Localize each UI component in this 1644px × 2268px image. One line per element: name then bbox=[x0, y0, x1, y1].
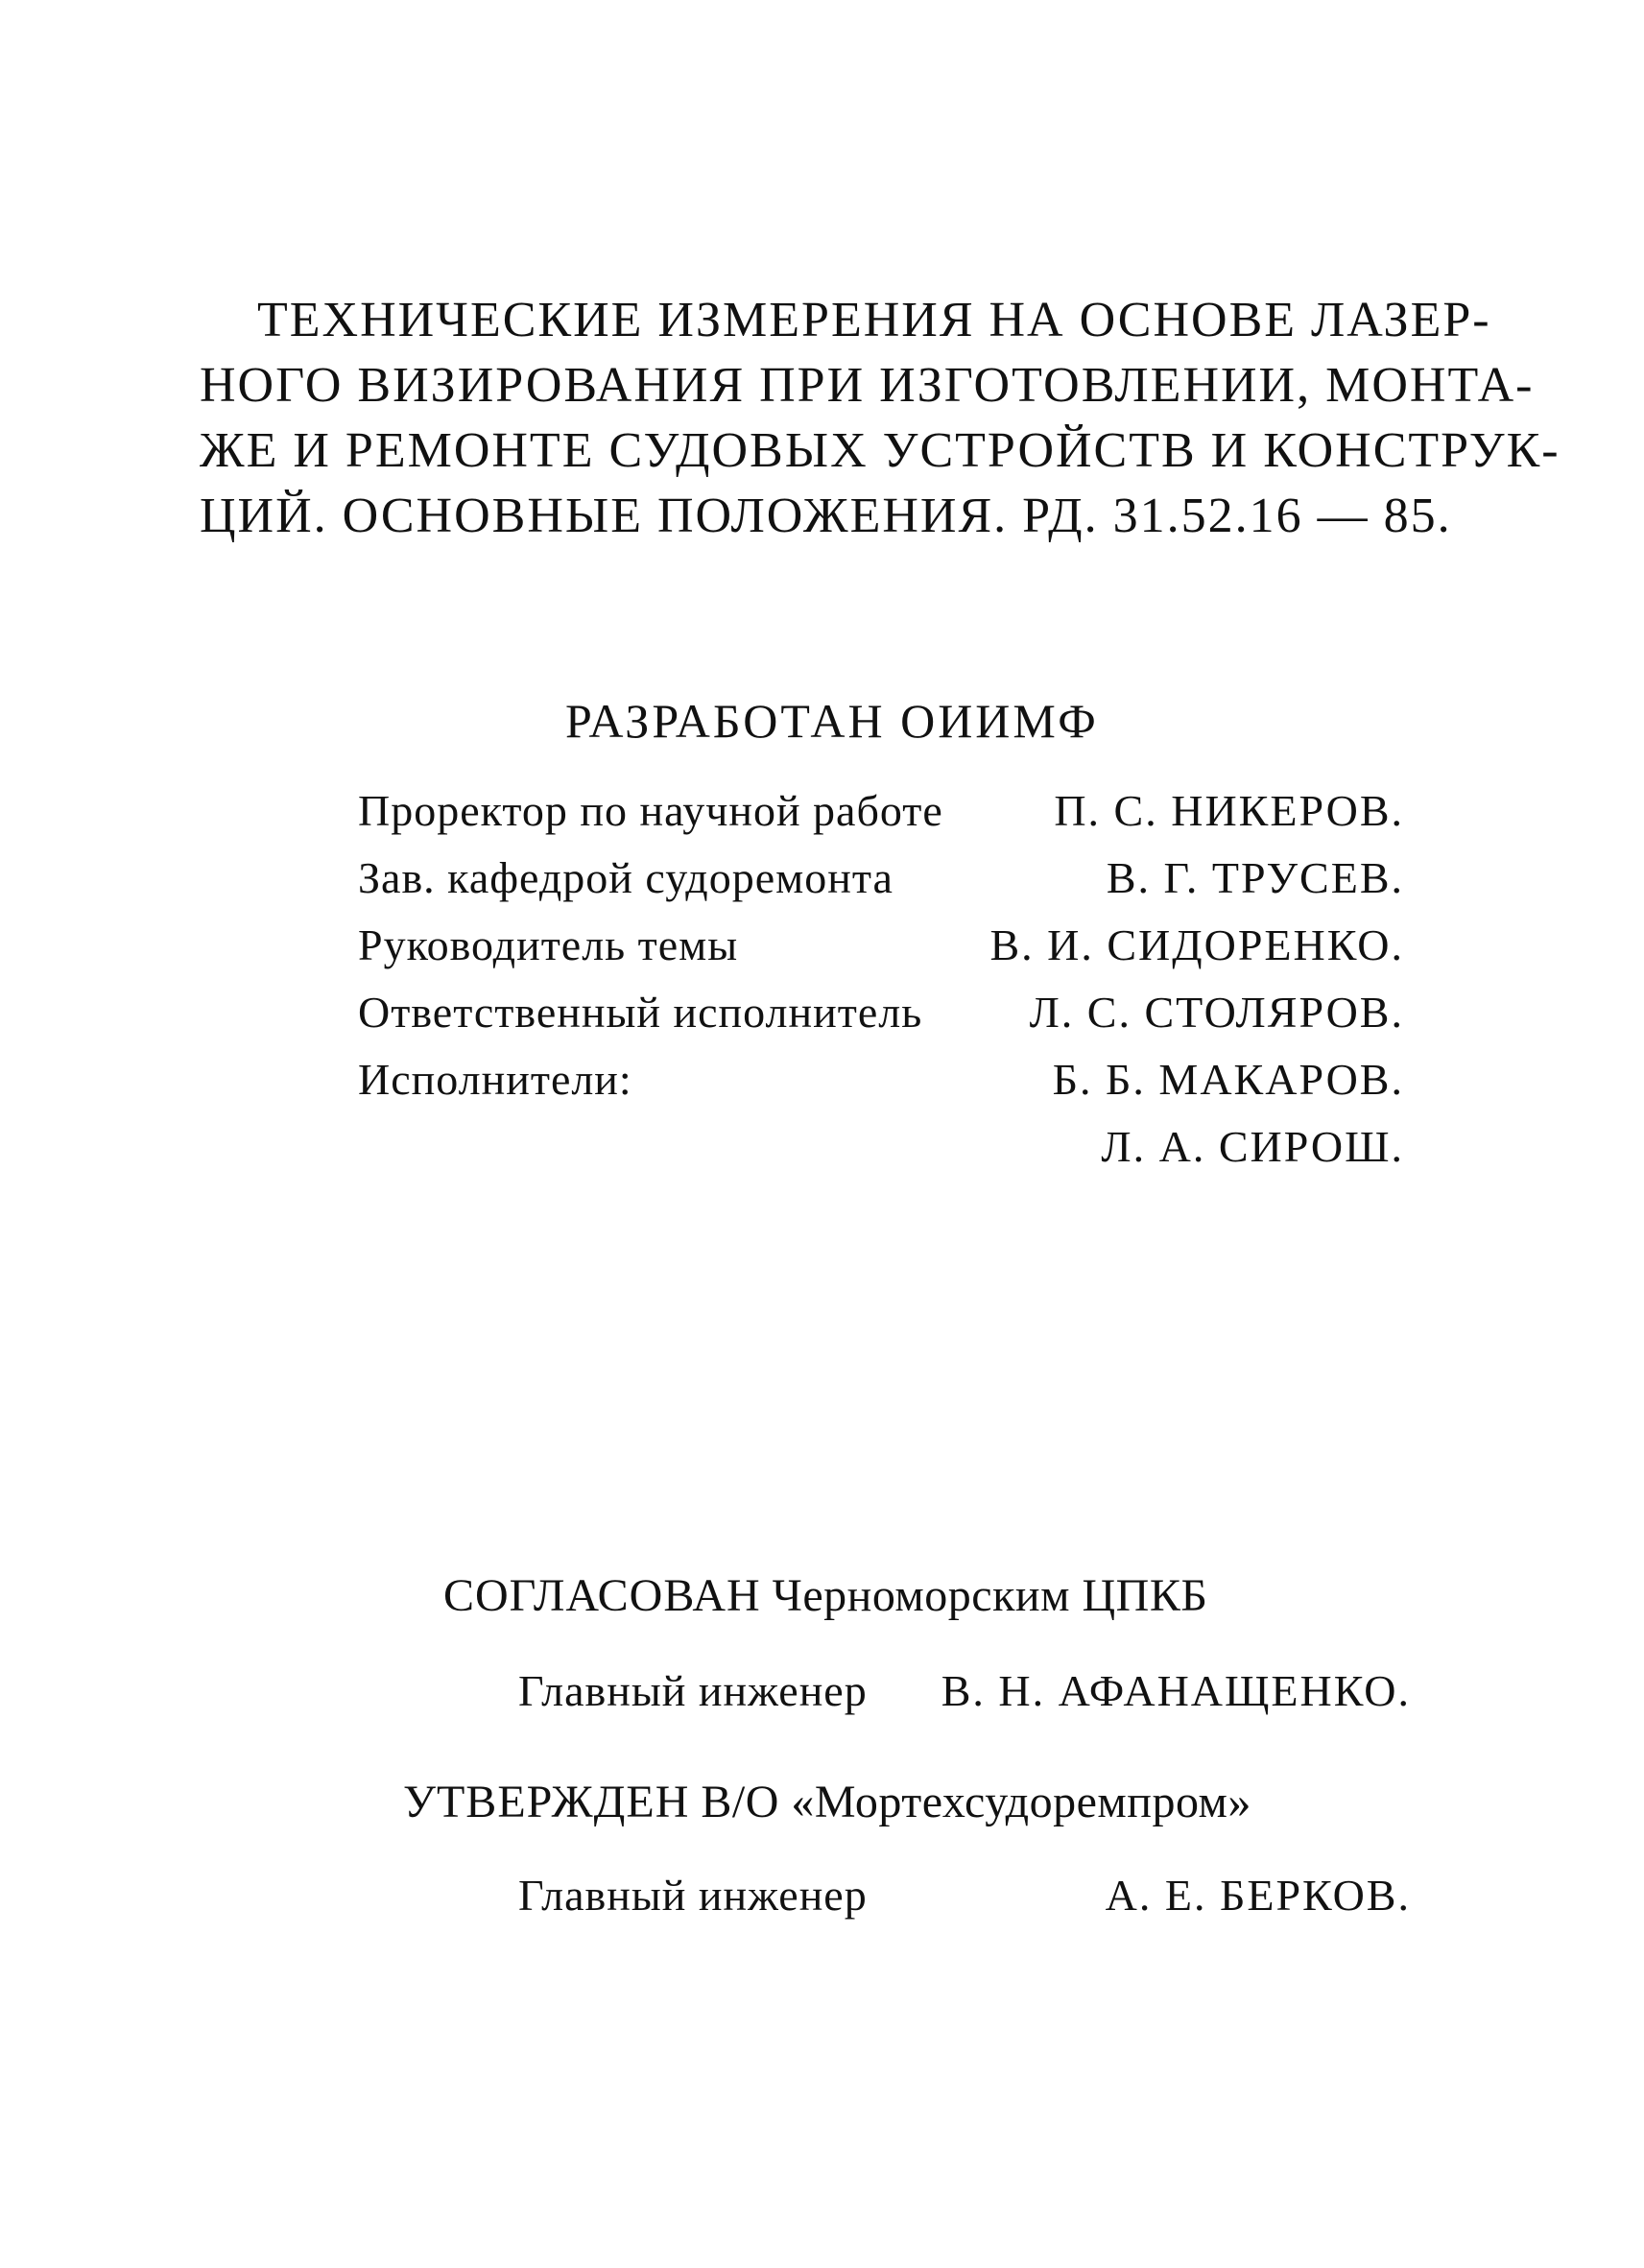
agreed-heading bbox=[443, 1569, 1207, 1622]
agreed-role: Главный инженер bbox=[518, 1666, 868, 1715]
staff-name: П. С. НИКЕРОВ. bbox=[1054, 786, 1404, 835]
staff-name: В. Г. ТРУСЕВ. bbox=[1106, 853, 1404, 902]
staff-row bbox=[358, 852, 1404, 919]
staff-name: В. И. СИДОРЕНКО. bbox=[989, 920, 1404, 969]
title-line-2: НОГО ВИЗИРОВАНИЯ ПРИ ИЗГОТОВЛЕНИИ, МОНТА- bbox=[200, 358, 1535, 413]
staff-row bbox=[358, 919, 1404, 987]
staff-row bbox=[358, 1121, 1404, 1188]
approved-heading-org: В/О «Мортехсудоремпром» bbox=[701, 1777, 1251, 1827]
staff-name: Л. А. СИРОШ. bbox=[1101, 1122, 1404, 1171]
staff-name: Б. Б. МАКАРОВ. bbox=[1052, 1055, 1404, 1104]
approved-heading-caps: УТВЕРЖДЕН bbox=[403, 1777, 690, 1827]
title-line-4: ЦИЙ. ОСНОВНЫЕ ПОЛОЖЕНИЯ. РД. 31.52.16 — 85. bbox=[200, 489, 1452, 543]
staff-role: Проректор по научной работе bbox=[358, 786, 943, 835]
staff-role: Исполнители: bbox=[358, 1055, 632, 1104]
approved-name: А. Е. БЕРКОВ. bbox=[1105, 1871, 1411, 1920]
agreed-heading-caps: СОГЛАСОВАН bbox=[443, 1570, 761, 1621]
approved-heading bbox=[403, 1776, 1251, 1828]
staff-role: Ответственный исполнитель bbox=[358, 988, 923, 1037]
staff-row bbox=[358, 1054, 1404, 1121]
staff-row bbox=[358, 987, 1404, 1054]
staff-name: Л. С. СТОЛЯРОВ. bbox=[1029, 988, 1404, 1037]
staff-role: Зав. кафедрой судоремонта bbox=[358, 853, 893, 902]
staff-role: Руководитель темы bbox=[358, 920, 739, 969]
title-line-1: ТЕХНИЧЕСКИЕ ИЗМЕРЕНИЯ НА ОСНОВЕ ЛАЗЕР- bbox=[257, 293, 1491, 347]
document-title bbox=[200, 288, 1561, 549]
developed-by-heading: РАЗРАБОТАН ОИИМФ bbox=[565, 694, 1099, 748]
agreed-name: В. Н. АФАНАЩЕНКО. bbox=[941, 1666, 1411, 1715]
title-line-3: ЖЕ И РЕМОНТЕ СУДОВЫХ УСТРОЙСТВ И КОНСТРУК- bbox=[200, 423, 1561, 478]
agreed-heading-org: Черноморским ЦПКБ bbox=[772, 1570, 1208, 1621]
approved-role: Главный инженер bbox=[518, 1871, 868, 1920]
staff-row bbox=[358, 785, 1404, 852]
agreed-signatory-row bbox=[518, 1665, 1411, 1732]
approved-signatory-row bbox=[518, 1870, 1411, 1937]
